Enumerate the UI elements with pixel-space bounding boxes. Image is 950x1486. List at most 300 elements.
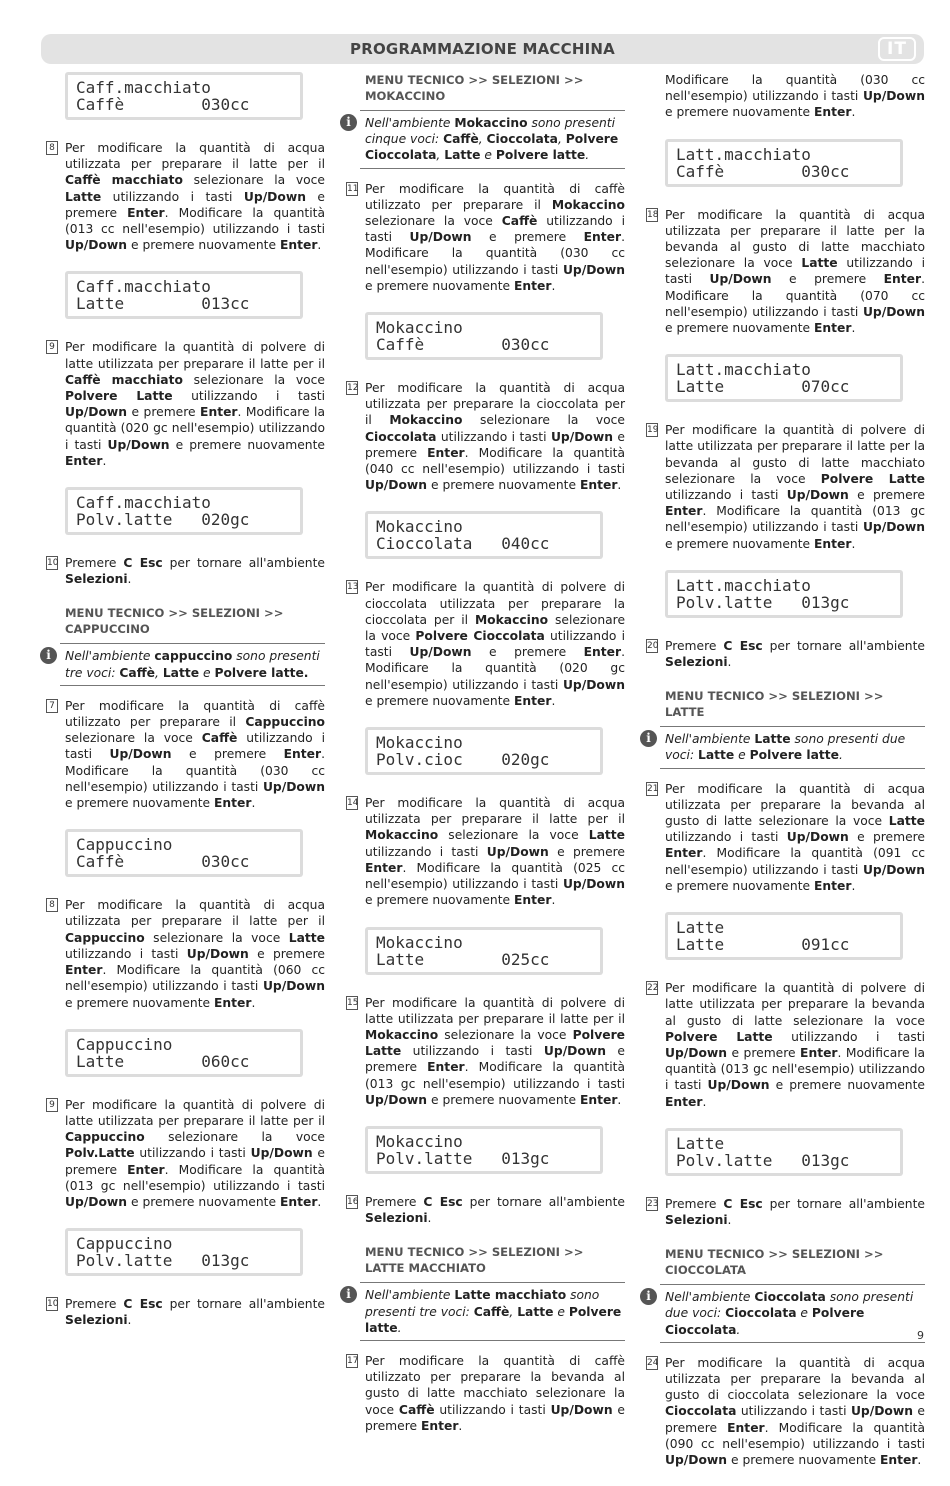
instruction-step [47, 1296, 325, 1328]
text-run: e [553, 1304, 569, 1319]
text-run: Per modificare la quantità di acqua utilizzata per preparare il latte per la bevanda al gusto di latte macchiato selezionare la voce [665, 207, 925, 271]
text-run: utilizzando i tasti [401, 1044, 544, 1059]
text-run: . Modificare la quantità (060 cc nell'esempio) utilizzando i tasti [65, 963, 325, 994]
instruction-step [347, 579, 626, 709]
text-run: Selezioni [665, 1212, 728, 1227]
info-note [346, 1282, 625, 1341]
step-number: 11 [347, 183, 359, 194]
text-run: Polvere latte [365, 1304, 622, 1335]
text-run: Up/Down [365, 1092, 428, 1107]
info-note [46, 643, 325, 685]
text-run: C Esc [123, 1297, 163, 1312]
text-run: Enter [665, 504, 703, 519]
instruction-step [49, 698, 325, 811]
text-run: Caffè [443, 132, 479, 147]
text-run: Enter [420, 1418, 459, 1433]
text-run: C Esc [723, 1196, 763, 1211]
text-run: . Modificare la quantità (090 cc nell'esempio) utilizzando i tasti [665, 1420, 926, 1451]
instruction-step [647, 1196, 925, 1228]
text-run: Latte [65, 189, 102, 204]
text-run: Caffè [119, 665, 156, 680]
text-run: . [127, 1313, 132, 1328]
text-run: Nell'ambiente [365, 116, 455, 130]
lcd-screen [368, 315, 600, 357]
text-run: utilizzando i tasti [65, 946, 187, 961]
page-title: PROGRAMMAZIONE MACCHINA [350, 40, 615, 58]
step-number: 18 [647, 209, 659, 220]
text-run: Per modificare la quantità di polvere di latte utilizzata per preparare il latte per il [365, 995, 625, 1026]
text-run: sono presenti cinque voci: [365, 116, 616, 147]
text-run: Selezioni [665, 655, 728, 670]
text-run: utilizzando i tasti [436, 429, 551, 444]
text-run: Latte [754, 732, 791, 747]
text-run: selezionare la voce [365, 214, 502, 229]
text-run: . Modificare la quantità (070 cc nell'esempio) utilizzando i tasti [665, 272, 925, 319]
text-run: Enter [427, 1060, 465, 1075]
text-run: utilizzando i tasti [736, 1404, 851, 1419]
text-run: Up/Down [786, 488, 849, 503]
text-run: e premere nuovamente [365, 693, 514, 708]
text-run: e premere [127, 405, 201, 420]
step-number: 19 [647, 425, 659, 436]
text-run: Per modificare la quantità di caffè utilizzato per preparare la bevanda al gusto di latte macchiato selezionare la voce [365, 1353, 625, 1417]
text-run: Enter [127, 1162, 165, 1177]
step-number: 8 [46, 898, 58, 912]
text-run: selezionare la voce [365, 612, 626, 644]
text-run: Up/Down [562, 877, 625, 892]
text-run: . [617, 1092, 622, 1107]
step-number: 7 [46, 699, 58, 713]
text-run: e premere nuovamente [65, 796, 214, 811]
text-run: Up/Down [862, 304, 925, 319]
text-run: utilizzando i tasti [134, 1146, 251, 1161]
text-run: Enter [279, 1194, 318, 1209]
text-run: utilizzando i tasti [772, 1029, 926, 1044]
text-run: , [478, 132, 487, 147]
text-run: . Modificare la quantità (013 gc nell'esempio) utilizzando i tasti [665, 1045, 925, 1093]
lcd-line: Polv.latte 013gc [676, 1150, 850, 1170]
text-run: . [251, 995, 256, 1010]
text-run: Cioccolata [665, 1404, 737, 1419]
text-run: . [917, 1452, 922, 1467]
text-run: Latte [698, 748, 735, 763]
text-run: . [102, 453, 107, 468]
lcd-line: Polv.latte 013gc [676, 592, 850, 612]
lcd-line: Latte [676, 1133, 725, 1153]
lcd-line: Polv.latte 020gc [76, 510, 250, 530]
text-run: e premere nuovamente [665, 321, 814, 336]
lcd-screen [68, 1032, 300, 1074]
text-run: Polv.Latte [65, 1146, 135, 1161]
text-run: Polvere Latte [820, 471, 925, 486]
text-run: . [551, 278, 556, 293]
text-run: e premere nuovamente [365, 278, 514, 293]
column-left [46, 72, 326, 1347]
text-run: Premere [665, 638, 724, 653]
text-run: . Modificare la quantità (040 cc nell'esempio) utilizzando i tasti [365, 445, 626, 477]
lcd-screen [68, 274, 300, 316]
lcd-line: Caffè 030cc [376, 335, 550, 355]
instruction-step [49, 1097, 326, 1210]
instruction-step [647, 980, 926, 1110]
lcd-display [65, 1228, 303, 1276]
lcd-line: Mokaccino [376, 733, 463, 753]
instruction-step [347, 1194, 625, 1226]
lcd-screen [368, 1129, 600, 1171]
text-run: e premere nuovamente [427, 478, 580, 493]
info-note [346, 110, 625, 169]
lcd-screen [68, 832, 300, 874]
lcd-line: Mokaccino [376, 318, 463, 338]
text-run: Cioccolata [486, 132, 558, 147]
text-run: Selezioni [65, 572, 128, 587]
text-run: Polvere Latte [65, 389, 173, 404]
text-run: . [851, 321, 856, 336]
lcd-display [365, 727, 603, 775]
text-run: . [127, 572, 132, 587]
text-run: e premere [848, 830, 926, 845]
text-run: utilizzando i tasti [665, 830, 787, 845]
text-run: , [155, 665, 163, 680]
text-run: Enter [365, 860, 403, 875]
step-number: 24 [647, 1357, 659, 1368]
text-run: Up/Down [262, 779, 325, 794]
text-run: Enter [665, 1094, 703, 1109]
text-run: e premere nuovamente [127, 1194, 280, 1209]
text-run: e premere [548, 844, 626, 859]
text-run: . [851, 878, 856, 893]
text-run: . [851, 105, 856, 120]
text-run: Mokaccino [365, 828, 439, 843]
instruction-step [347, 380, 626, 493]
text-run: Nell'ambiente [665, 1290, 755, 1305]
text-run: . Modificare la quantità (020 gc nell'esempio) utilizzando i tasti [365, 645, 625, 692]
text-run: per tornare all'ambiente [762, 638, 925, 653]
text-run: Enter [814, 878, 852, 893]
lcd-line: Latt.macchiato [676, 575, 811, 595]
text-run: Per modificare la quantità di acqua utilizzata per preparare il latte per il [365, 796, 625, 827]
language-badge: IT [878, 37, 916, 61]
text-run: Per modificare la quantità di caffè utilizzato per preparare il [365, 181, 625, 212]
text-run: e premere nuovamente [365, 893, 514, 908]
text-run: utilizzando i tasti [365, 629, 625, 660]
text-run: Per modificare la quantità di caffè utilizzato per preparare il [65, 698, 325, 730]
text-run: Enter [579, 1092, 618, 1107]
text-run: Cappuccino [65, 930, 145, 945]
info-icon: i [340, 114, 357, 131]
step-number: 16 [347, 1196, 359, 1207]
text-run: Up/Down [862, 520, 925, 535]
text-run: Premere [365, 1194, 424, 1209]
text-run: e [199, 665, 215, 680]
instruction-step [347, 181, 625, 294]
text-run: Enter [65, 453, 103, 468]
text-run: Enter [283, 747, 322, 762]
text-run: Per modificare la quantità di acqua utilizzata per preparare il latte per il [65, 141, 325, 172]
lcd-line: Cioccolata 040cc [376, 534, 550, 554]
text-run: Cappuccino [65, 1130, 145, 1145]
text-run: , [436, 148, 445, 163]
text-run: Up/Down [409, 645, 472, 660]
lcd-line: Caffè 030cc [76, 852, 250, 872]
text-run: C Esc [423, 1194, 463, 1209]
lcd-screen [68, 1231, 300, 1273]
text-run: Mokaccino [474, 612, 549, 627]
text-run: Per modificare la quantità di acqua utilizzata per preparare la cioccolata per il [365, 381, 625, 428]
text-run: e premere [471, 230, 584, 245]
lcd-screen [668, 357, 900, 399]
text-run: Cioccolata [365, 429, 437, 444]
instruction-step [347, 995, 626, 1108]
lcd-display [65, 271, 303, 319]
lcd-line: Caffè 030cc [676, 161, 850, 181]
text-run: Enter [800, 1045, 838, 1060]
text-run: Premere [665, 1196, 724, 1211]
section-heading: MENU TECNICO >> SELEZIONI >> MOKACCINO [365, 73, 584, 103]
text-run: per tornare all'ambiente [162, 1297, 325, 1312]
text-run: . [617, 478, 622, 493]
text-run: Latte [801, 256, 838, 271]
text-run: Enter [814, 105, 852, 120]
step-number: 10 [47, 1299, 59, 1310]
text-run: e premere [65, 1146, 325, 1177]
lcd-display [65, 1029, 303, 1077]
text-run: Enter [427, 445, 465, 460]
text-run: Polvere Cioccolata [365, 132, 619, 163]
text-run: , [557, 132, 566, 147]
info-icon: i [640, 1288, 657, 1305]
instruction-step [647, 638, 925, 670]
text-run: e premere [171, 747, 284, 762]
text-run: Enter [879, 1452, 918, 1467]
text-run: Nell'ambiente [65, 649, 155, 664]
text-run: . Modificare la quantità (030 cc nell'esempio) utilizzando i tasti [365, 230, 625, 277]
text-run: Latte [288, 930, 325, 945]
section-heading: MENU TECNICO >> SELEZIONI >> CAPPUCCINO [65, 606, 284, 637]
text-run: per tornare all'ambiente [762, 1196, 925, 1211]
text-run: Nell'ambiente [365, 1288, 455, 1303]
column-middle [346, 72, 626, 1452]
text-run: Polvere latte. [214, 665, 309, 680]
text-run: Mokaccino [454, 116, 528, 130]
step-number: 23 [647, 1198, 659, 1209]
page-number: 9 [917, 1329, 924, 1342]
text-run: e premere [65, 189, 325, 220]
text-run: e premere nuovamente [127, 238, 280, 253]
info-note [646, 726, 925, 768]
section-heading: MENU TECNICO >> SELEZIONI >> LATTE MACCHIATO [365, 1245, 584, 1276]
text-run: Per modificare la quantità di polvere di latte utilizzata per preparare il latte per il [65, 1097, 325, 1128]
text-run: Mokaccino [389, 413, 463, 428]
instruction-step [47, 555, 325, 587]
text-run: selezionare la voce [144, 930, 289, 945]
text-run: Latte [588, 828, 625, 843]
text-run: . [851, 536, 856, 551]
text-run: . [736, 1322, 741, 1337]
lcd-line: Mokaccino [376, 517, 463, 537]
text-run: Up/Down [665, 1452, 728, 1467]
text-run: Enter [665, 846, 703, 861]
lcd-screen [668, 1131, 900, 1173]
text-run: sono presenti tre voci: [365, 1288, 600, 1319]
lcd-screen [668, 573, 900, 615]
text-run: e premere nuovamente [769, 1078, 925, 1093]
text-run: Polvere Cioccolata [415, 629, 545, 644]
lcd-line: Mokaccino [376, 1131, 463, 1151]
lcd-line: Latte [676, 918, 725, 938]
lcd-display [65, 72, 303, 120]
lcd-line: Mokaccino [376, 932, 463, 952]
lcd-line: Caff.macchiato [76, 277, 211, 297]
text-run: utilizzando i tasti [365, 214, 625, 245]
text-run: Selezioni [365, 1211, 428, 1226]
text-run: . Modificare la quantità (025 cc nell'esempio) utilizzando i tasti [365, 860, 625, 892]
instruction-step [647, 781, 926, 894]
text-run: . Modificare la quantità (013 gc nell'esempio) utilizzando i tasti [65, 1162, 326, 1193]
text-run: utilizzando i tasti [434, 1402, 551, 1417]
text-run: Enter [583, 645, 622, 660]
text-run: Enter [883, 272, 922, 287]
text-run: sono presenti due voci: [665, 732, 906, 763]
text-run: Up/Down [550, 1402, 613, 1417]
lcd-display [365, 511, 603, 559]
text-run: e [480, 148, 496, 163]
text-run: Enter [65, 963, 103, 978]
text-run: Caffè macchiato [65, 173, 183, 188]
text-run: . [427, 1211, 432, 1226]
text-run: e premere [365, 1402, 625, 1433]
text-run: Up/Down [250, 1146, 313, 1161]
text-run: e premere [665, 1404, 925, 1435]
lcd-display [65, 829, 303, 877]
text-run: Up/Down [65, 405, 128, 420]
text-run: Caffè [501, 214, 538, 229]
text-run: Up/Down [65, 238, 128, 253]
text-run: e [734, 748, 750, 763]
text-run: Per modificare la quantità di polvere di latte utilizzata per preparare la bevanda al gusto di latte selezionare la voce [665, 981, 925, 1028]
lcd-screen [368, 930, 600, 972]
text-run: Per modificare la quantità di acqua utilizzata per preparare la bevanda al gusto di cioccolata selezionare la voce [665, 1355, 925, 1403]
text-run: Up/Down [707, 1078, 770, 1093]
text-run: e premere nuovamente [665, 105, 814, 120]
text-run: Up/Down [486, 844, 549, 859]
text-run: Caffè [201, 731, 238, 746]
text-run: e [796, 1306, 812, 1321]
text-run: selezionare la voce [182, 173, 325, 188]
text-run: Mokaccino [365, 1027, 439, 1042]
lcd-line: Caffè 030cc [76, 95, 250, 114]
instruction-step [49, 339, 326, 469]
lcd-screen [668, 915, 900, 957]
text-run: Enter [727, 1420, 765, 1435]
text-run: utilizzando i tasti [665, 488, 787, 503]
step-number: 17 [347, 1355, 359, 1366]
section-heading: MENU TECNICO >> SELEZIONI >> CIOCCOLATA [665, 1247, 884, 1278]
step-number: 21 [647, 783, 659, 794]
lcd-display [365, 927, 603, 975]
column-right [646, 72, 926, 1486]
text-run: per tornare all'ambiente [162, 556, 325, 571]
text-run: Polvere latte [749, 748, 839, 763]
text-run: . [317, 1194, 322, 1209]
step-number: 9 [46, 340, 58, 354]
text-run: C Esc [123, 556, 163, 571]
text-run: e premere [727, 1045, 801, 1060]
text-run: Up/Down [262, 979, 325, 994]
text-run: . [551, 693, 556, 708]
text-run: utilizzando i tasti [665, 256, 925, 287]
text-run: . Modificare la quantità (013 gc nell'esempio) utilizzando i tasti [665, 504, 925, 535]
lcd-line: Latt.macchiato [676, 144, 811, 164]
text-run: Up/Down [709, 272, 772, 287]
instruction-step [647, 422, 926, 552]
text-run: . [727, 655, 732, 670]
text-run: Polvere Latte [665, 1029, 773, 1044]
text-run: e premere nuovamente [427, 1092, 580, 1107]
lcd-display [65, 487, 303, 535]
text-run: Up/Down [850, 1404, 913, 1419]
lcd-line: Polv.latte 013gc [376, 1148, 550, 1168]
text-run: per tornare all'ambiente [462, 1194, 625, 1209]
info-icon: i [40, 647, 57, 664]
text-run: Up/Down [786, 830, 849, 845]
lcd-line: Latte 013cc [76, 294, 250, 314]
text-run: e premere [365, 429, 625, 460]
lcd-display [365, 312, 603, 360]
text-run: e premere [848, 488, 926, 503]
text-run: Premere [65, 556, 124, 571]
text-run: Per modificare la quantità di polvere di latte utilizzata per preparare il latte per il [65, 340, 325, 371]
text-run: Up/Down [109, 747, 172, 762]
text-run: e premere [248, 946, 326, 961]
text-run: . [317, 238, 322, 253]
text-run: . [458, 1418, 463, 1433]
lcd-display [665, 354, 903, 402]
text-run: Up/Down [562, 677, 625, 692]
text-run: e premere [471, 645, 584, 660]
text-run: . Modificare la quantità (091 cc nell'esempio) utilizzando i tasti [665, 846, 925, 877]
page-header [41, 34, 924, 64]
text-run: Per modificare la quantità di polvere di latte utilizzata per preparare il latte per la bevanda al gusto di latte macchiato selezionare la voce [665, 423, 925, 486]
text-run: . Modificare la quantità (030 cc nell'esempio) utilizzando i tasti [65, 747, 325, 794]
text-run: Enter [514, 893, 552, 908]
lcd-line: Latte 025cc [376, 949, 550, 969]
text-run: Enter [514, 693, 552, 708]
step-number: 8 [46, 141, 58, 155]
text-run: Enter [127, 205, 165, 220]
step-number: 10 [47, 558, 59, 569]
text-run: selezionare la voce [462, 413, 625, 428]
text-run: e premere nuovamente [727, 1452, 880, 1467]
step-number: 15 [347, 997, 359, 1008]
lcd-screen [668, 142, 900, 184]
text-run: . [838, 748, 843, 763]
text-run: Up/Down [243, 189, 306, 204]
info-icon: i [340, 1286, 357, 1303]
step-number: 14 [347, 798, 359, 809]
lcd-line: Polv.cioc 020gc [376, 750, 550, 770]
text-run: Up/Down [65, 1194, 128, 1209]
text-run: Up/Down [665, 1045, 728, 1060]
text-run: Enter [200, 405, 238, 420]
text-run: Mokaccino [551, 197, 625, 212]
text-run: Caffè [398, 1402, 435, 1417]
text-run: Enter [814, 536, 852, 551]
text-run: Caffè [473, 1304, 510, 1319]
text-run: cappuccino [154, 649, 233, 664]
lcd-display [665, 912, 903, 960]
text-run: Enter [279, 238, 318, 253]
